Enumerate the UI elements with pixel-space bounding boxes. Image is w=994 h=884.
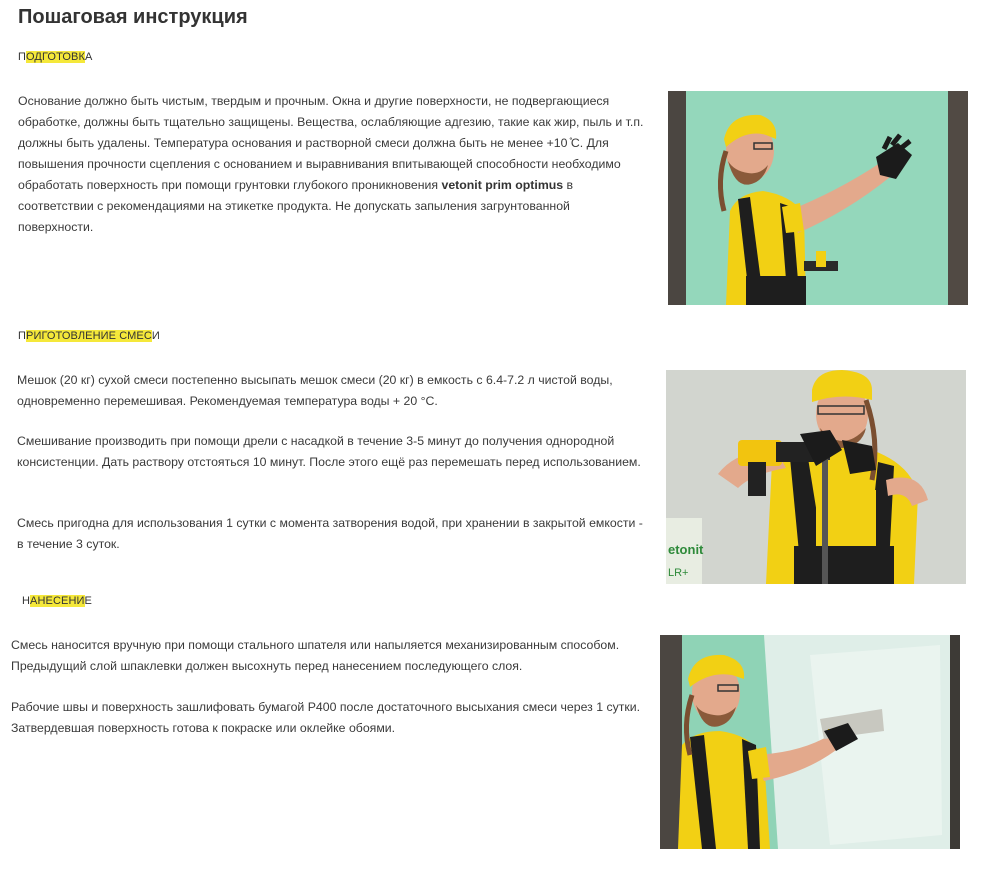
heading-highlight: ОДГОТОВК [26, 51, 86, 63]
heading-highlight: РИГОТОВЛЕНИЕ СМЕС [26, 330, 152, 342]
mixing-text-3: Смесь пригодна для использования 1 сутки с момента затворения водой, при хранении в закрытой емкости - в течение 3 суток. [17, 516, 643, 551]
step-heading-application: НАНЕСЕНИЕ [22, 595, 92, 607]
photo-mixing-drill [666, 370, 966, 584]
photo-applying-putty [660, 635, 960, 849]
bag-label: etonit [668, 542, 704, 557]
mixing-text-2: Смешивание производить при помощи дрели с насадкой в течение 3-5 минут до получения однородной консистенции. Дать раствору отстояться 10 минут. После этого ещё раз перемешать перед использованием. [17, 434, 641, 469]
step-heading-mixing: ПРИГОТОВЛЕНИЕ СМЕСИ [18, 330, 160, 342]
page-title: Пошаговая инструкция [18, 6, 248, 28]
photo-primer-wall [668, 91, 968, 305]
preparation-text: Основание должно быть чистым, твердым и прочным. Окна и другие поверхности, не подвергающиеся обработке, должны быть тщательно защищены. Вещества, ослабляющие адгезию, такие как жир, пыль и т.п. должны быть удалены. Температура основания и растворной смеси должна быть не менее +10 ̊С. Для повышения прочности сцепления с основанием и выравнивания впитывающей способности необходимо обработать поверхность при помощи грунтовки глубокого проникновения vetonit prim optimus в соответствии с рекомендациями на этикетке продукта. Не допускать запыления загрунтованной поверхности. [18, 94, 644, 234]
product-name: vetonit prim optimus [441, 178, 564, 192]
application-text-1: Смесь наносится вручную при помощи стального шпателя или напыляется механизированным способом. Предыдущий слой шпаклевки должен высохнуть перед нанесением последующего слоя. [11, 638, 620, 673]
heading-highlight: АНЕСЕНИ [30, 595, 85, 607]
bag-label-2: LR+ [668, 567, 689, 579]
step-heading-preparation: ПОДГОТОВКА [18, 51, 93, 63]
application-text-2: Рабочие швы и поверхность зашлифовать бумагой Р400 после достаточного высыхания смеси через 1 сутки. Затвердевшая поверхность готова к покраске или оклейке обоями. [11, 700, 641, 735]
mixing-text-1: Мешок (20 кг) сухой смеси постепенно высыпать мешок смеси (20 кг) в емкость с 6.4-7.2 л чистой воды, одновременно перемешивая. Рекомендуемая температура воды + 20 °С. [17, 373, 613, 408]
